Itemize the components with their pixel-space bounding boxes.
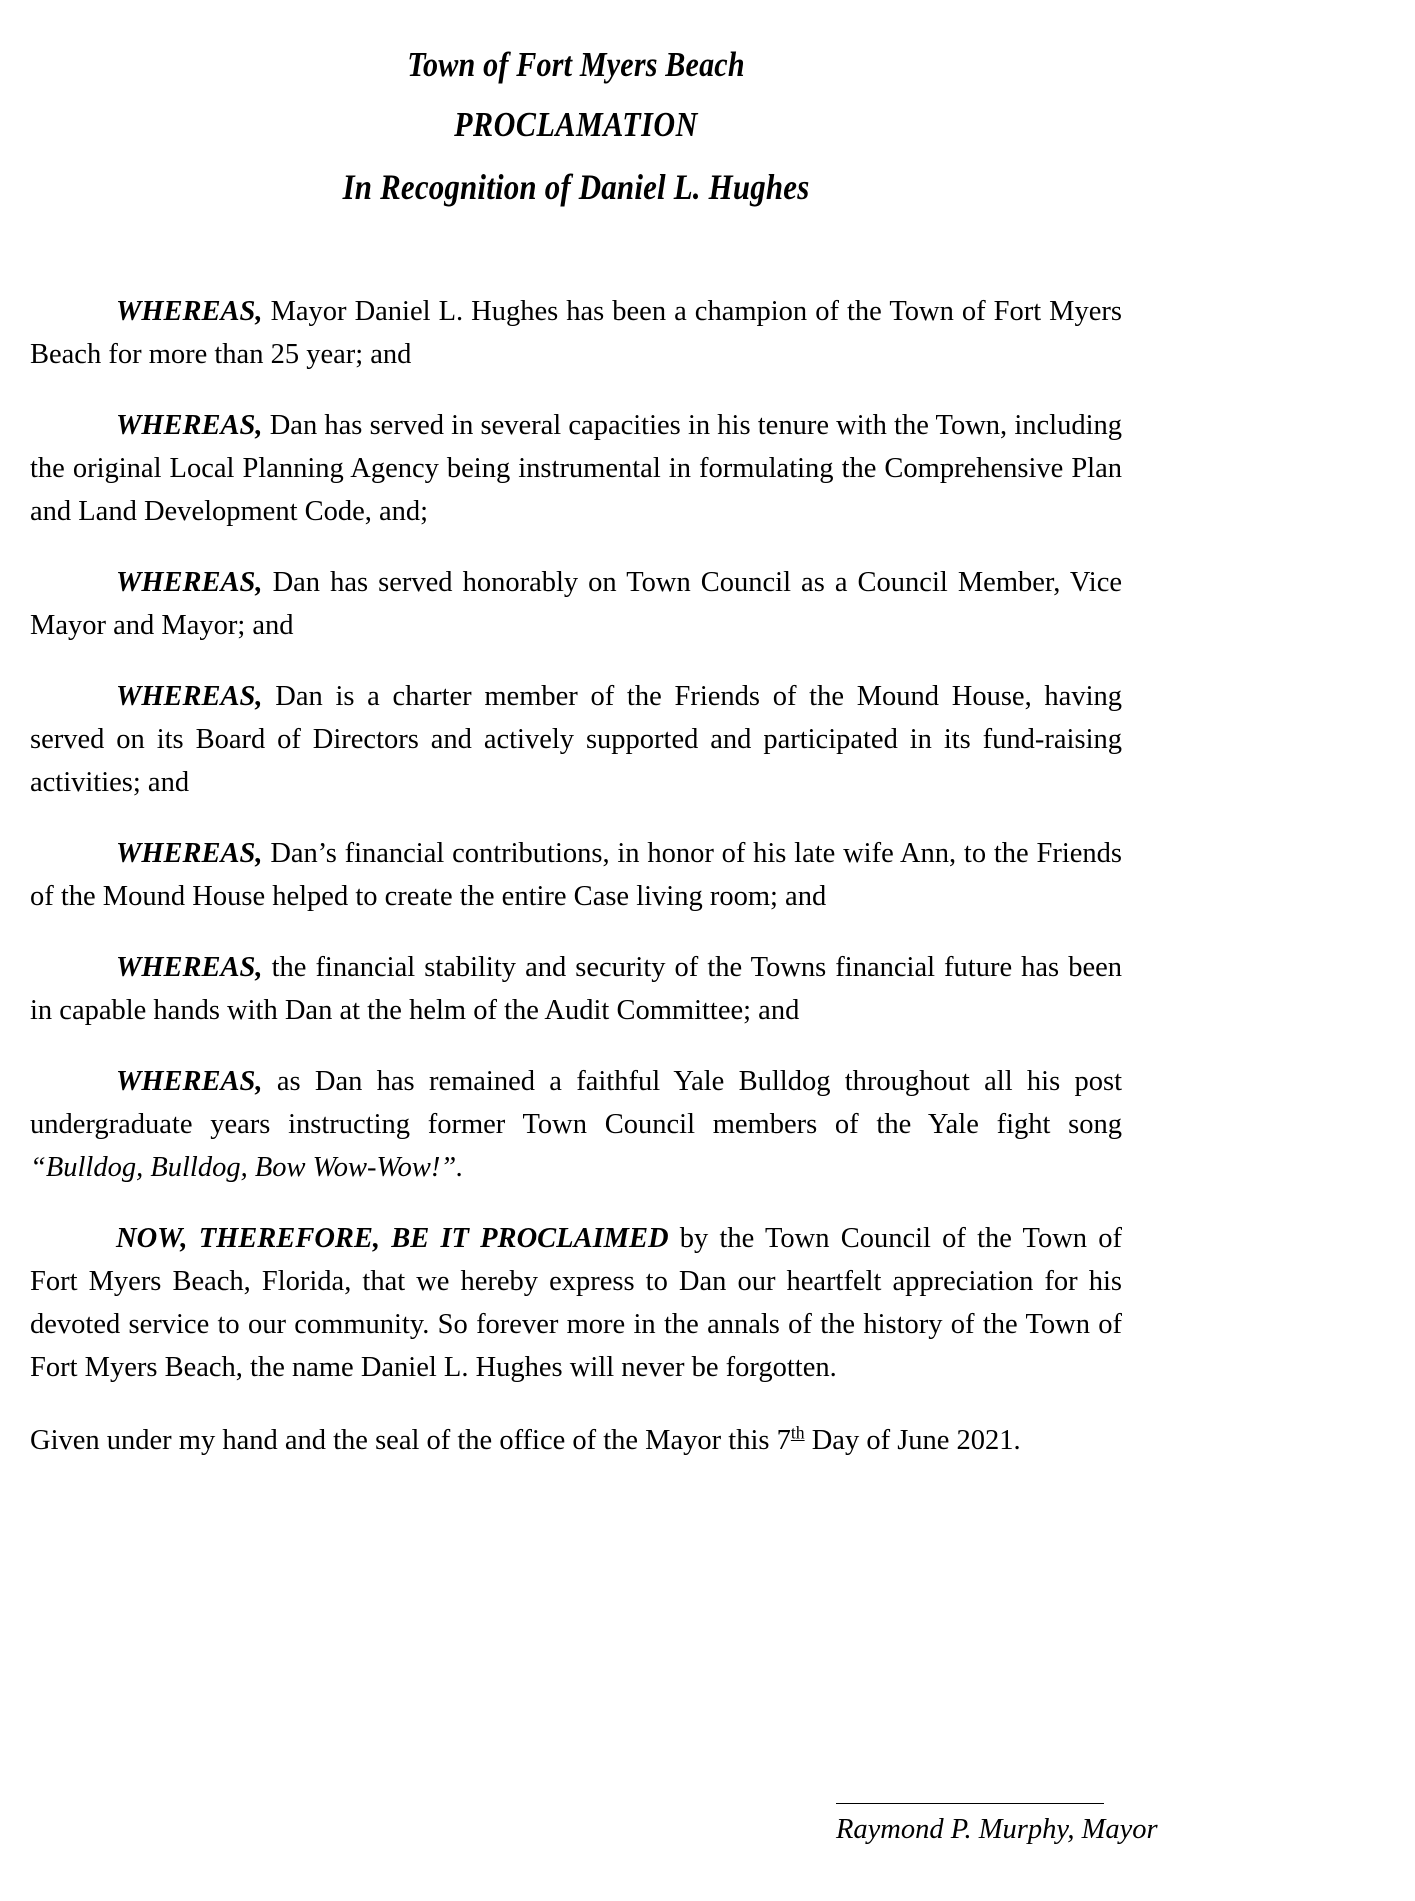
paragraph-lead: WHEREAS, [116,410,263,441]
heading-town-name: Town of Fort Myers Beach [407,45,745,84]
heading-proclamation: PROCLAMATION [454,105,698,144]
paragraph-lead: WHEREAS, [116,296,263,327]
paragraph-text: Dan has served in several capacities in his tenure with the Town, including the original Local Planning Agency being instrumental in formulating the Comprehensive Plan and Land Development Code, and; [30,410,1122,527]
paragraph-lead: WHEREAS, [116,567,263,598]
paragraph-lead: WHEREAS, [116,838,263,869]
closing-text-after: Day of June 2021. [804,1425,1021,1456]
paragraph-whereas-3 [30,561,1122,647]
paragraph-text: Mayor Daniel L. Hughes has been a champion of the Town of Fort Myers Beach for more than 25 year; and [30,296,1122,370]
signature-line [836,1803,1104,1804]
paragraph-lead: WHEREAS, [116,952,263,983]
paragraph-text: the financial stability and security of the Towns financial future has been in capable hands with Dan at the helm of the Audit Committee; and [30,952,1122,1026]
paragraph-now-therefore [30,1217,1122,1389]
paragraph-text: by the Town Council of the Town of Fort Myers Beach, Florida, that we hereby express to Dan our heartfelt appreciation for his devoted service to our community. So forever more in the annals of the history of the Town of Fort Myers Beach, the name Daniel L. Hughes will never be forgotten. [30,1223,1122,1383]
paragraph-text: Dan is a charter member of the Friends of the Mound House, having served on its Board of Directors and actively supported and participated in its fund-raising activities; and [30,681,1122,798]
heading-recognition: In Recognition of Daniel L. Hughes [342,167,810,207]
paragraph-text: as Dan has remained a faithful Yale Bulldog throughout all his post undergraduate years instructing former Town Council members of the Yale fight song [30,1066,1122,1140]
document-paragraphs [30,290,1122,1462]
signature-block [836,1803,1158,1848]
paragraph-song-title: “Bulldog, Bulldog, Bow Wow-Wow!”. [30,1152,464,1183]
paragraph-whereas-7 [30,1060,1122,1189]
document-heading [30,36,1122,218]
paragraph-whereas-5 [30,832,1122,918]
paragraph-lead: WHEREAS, [116,681,263,712]
paragraph-whereas-6 [30,946,1122,1032]
paragraph-whereas-1 [30,290,1122,376]
paragraph-lead: WHEREAS, [116,1066,263,1097]
document-body [30,36,1122,1462]
paragraph-text: Dan’s financial contributions, in honor of his late wife Ann, to the Friends of the Mound House helped to create the entire Case living room; and [30,838,1122,912]
paragraph-whereas-2 [30,404,1122,533]
paragraph-whereas-4 [30,675,1122,804]
ordinal-suffix: th [790,1422,805,1443]
paragraph-lead: NOW, THEREFORE, BE IT PROCLAIMED [116,1223,669,1254]
paragraph-closing-date [30,1419,1122,1462]
signatory-name: Raymond P. Murphy, Mayor [836,1814,1158,1845]
paragraph-text: Dan has served honorably on Town Council as a Council Member, Vice Mayor and Mayor; and [30,567,1122,641]
closing-text-before: Given under my hand and the seal of the office of the Mayor this 7 [30,1425,791,1456]
